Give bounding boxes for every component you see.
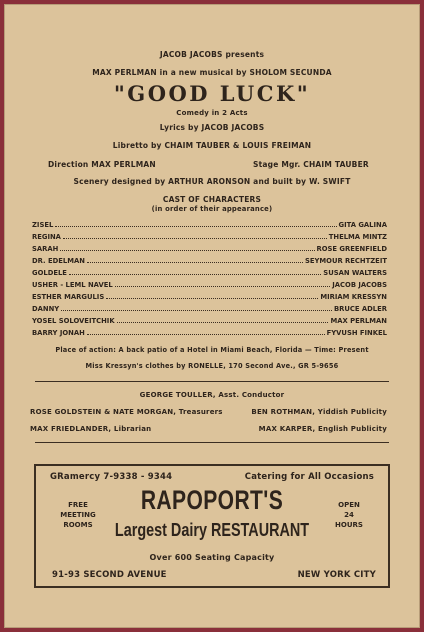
cast-actor: GITA GALINA [338, 221, 387, 229]
cast-actor: SUSAN WALTERS [323, 269, 387, 277]
ad-address: 91-93 SECOND AVENUE [52, 570, 167, 580]
direction-credit: Direction MAX PERLMAN [48, 160, 156, 169]
presenter-line: JACOB JACOBS presents [159, 50, 265, 59]
ad-free-meeting-rooms: FREE MEETING ROOMS [60, 501, 96, 529]
ad-catering: Catering for All Occasions [244, 472, 374, 482]
yiddish-publicity-credit: BEN ROTHMAN, Yiddish Publicity [251, 408, 387, 416]
dot-leader [87, 334, 325, 335]
dot-leader [60, 250, 314, 251]
cast-actor: THELMA MINTZ [328, 233, 387, 241]
cast-role: DR. EDELMAN [32, 257, 85, 265]
cast-row [32, 303, 387, 313]
cast-actor: BRUCE ADLER [333, 305, 387, 313]
cast-role: DANNY [32, 305, 60, 313]
cast-subheading: (in order of their appearance) [151, 205, 273, 213]
ad-city: NEW YORK CITY [297, 570, 376, 580]
place-of-action: Place of action: A back patio of a Hotel in Miami Beach, Florida — Time: Present [55, 346, 369, 354]
cast-heading: CAST OF CHARACTERS [162, 195, 262, 204]
dot-leader [61, 310, 332, 311]
ad-capacity: Over 600 Seating Capacity [149, 553, 275, 562]
divider-rule [35, 381, 389, 382]
dot-leader [63, 238, 327, 239]
librarian-credit: MAX FRIEDLANDER, Librarian [30, 425, 152, 433]
dot-leader [55, 226, 336, 227]
cast-actor: FYVUSH FINKEL [326, 329, 387, 337]
show-subtitle: Comedy in 2 Acts [176, 109, 248, 117]
cast-role: REGINA [32, 233, 61, 241]
cast-role: USHER - LEML NAVEL [32, 281, 113, 289]
costume-credit: Miss Kressyn's clothes by RONELLE, 170 Second Ave., GR 5-9656 [85, 362, 339, 370]
cast-actor: MAX PERLMAN [330, 317, 387, 325]
restaurant-tagline: Largest Dairy RESTAURANT [114, 520, 310, 540]
restaurant-advertisement [34, 464, 390, 588]
restaurant-name: RAPOPORT'S [140, 485, 284, 515]
cast-role: YOSEL SOLOVEITCHIK [32, 317, 115, 325]
cast-row [32, 267, 387, 277]
cast-row [32, 231, 387, 241]
cast-role: ESTHER MARGULIS [32, 293, 105, 301]
cast-row [32, 219, 387, 229]
cast-row [32, 327, 387, 337]
dot-leader [87, 262, 303, 263]
cast-row [32, 291, 387, 301]
cast-row [32, 255, 387, 265]
ad-open-24-hours: OPEN 24 HOURS [335, 501, 363, 529]
show-title: "GOOD LUCK" [113, 81, 311, 106]
cast-actor: MIRIAM KRESSYN [320, 293, 387, 301]
libretto-credit: Libretto by CHAIM TAUBER & LOUIS FREIMAN [112, 141, 312, 150]
cast-role: BARRY JONAH [32, 329, 85, 337]
playbill-page [4, 4, 420, 628]
treasurers-credit: ROSE GOLDSTEIN & NATE MORGAN, Treasurers [30, 408, 223, 416]
cast-row [32, 279, 387, 289]
producer-line: MAX PERLMAN in a new musical by SHOLOM SECUNDA [92, 68, 332, 77]
dot-leader [117, 322, 329, 323]
cast-actor: JACOB JACOBS [332, 281, 387, 289]
stage-manager-credit: Stage Mgr. CHAIM TAUBER [253, 160, 369, 169]
cast-actor: SEYMOUR RECHTZEIT [304, 257, 387, 265]
divider-rule [35, 442, 389, 443]
cast-actor: ROSE GREENFIELD [316, 245, 387, 253]
cast-role: ZISEL [32, 221, 54, 229]
lyrics-credit: Lyrics by JACOB JACOBS [159, 123, 265, 132]
dot-leader [115, 286, 331, 287]
english-publicity-credit: MAX KARPER, English Publicity [258, 425, 387, 433]
dot-leader [106, 298, 318, 299]
conductor-credit: GEORGE TOULLER, Asst. Conductor [139, 391, 285, 399]
ad-phone: GRamercy 7-9338 - 9344 [50, 472, 173, 482]
dot-leader [69, 274, 321, 275]
cast-row [32, 315, 387, 325]
cast-role: SARAH [32, 245, 59, 253]
scenery-credit: Scenery designed by ARTHUR ARONSON and built by W. SWIFT [73, 177, 351, 186]
cast-role: GOLDELE [32, 269, 67, 277]
cast-row [32, 243, 387, 253]
